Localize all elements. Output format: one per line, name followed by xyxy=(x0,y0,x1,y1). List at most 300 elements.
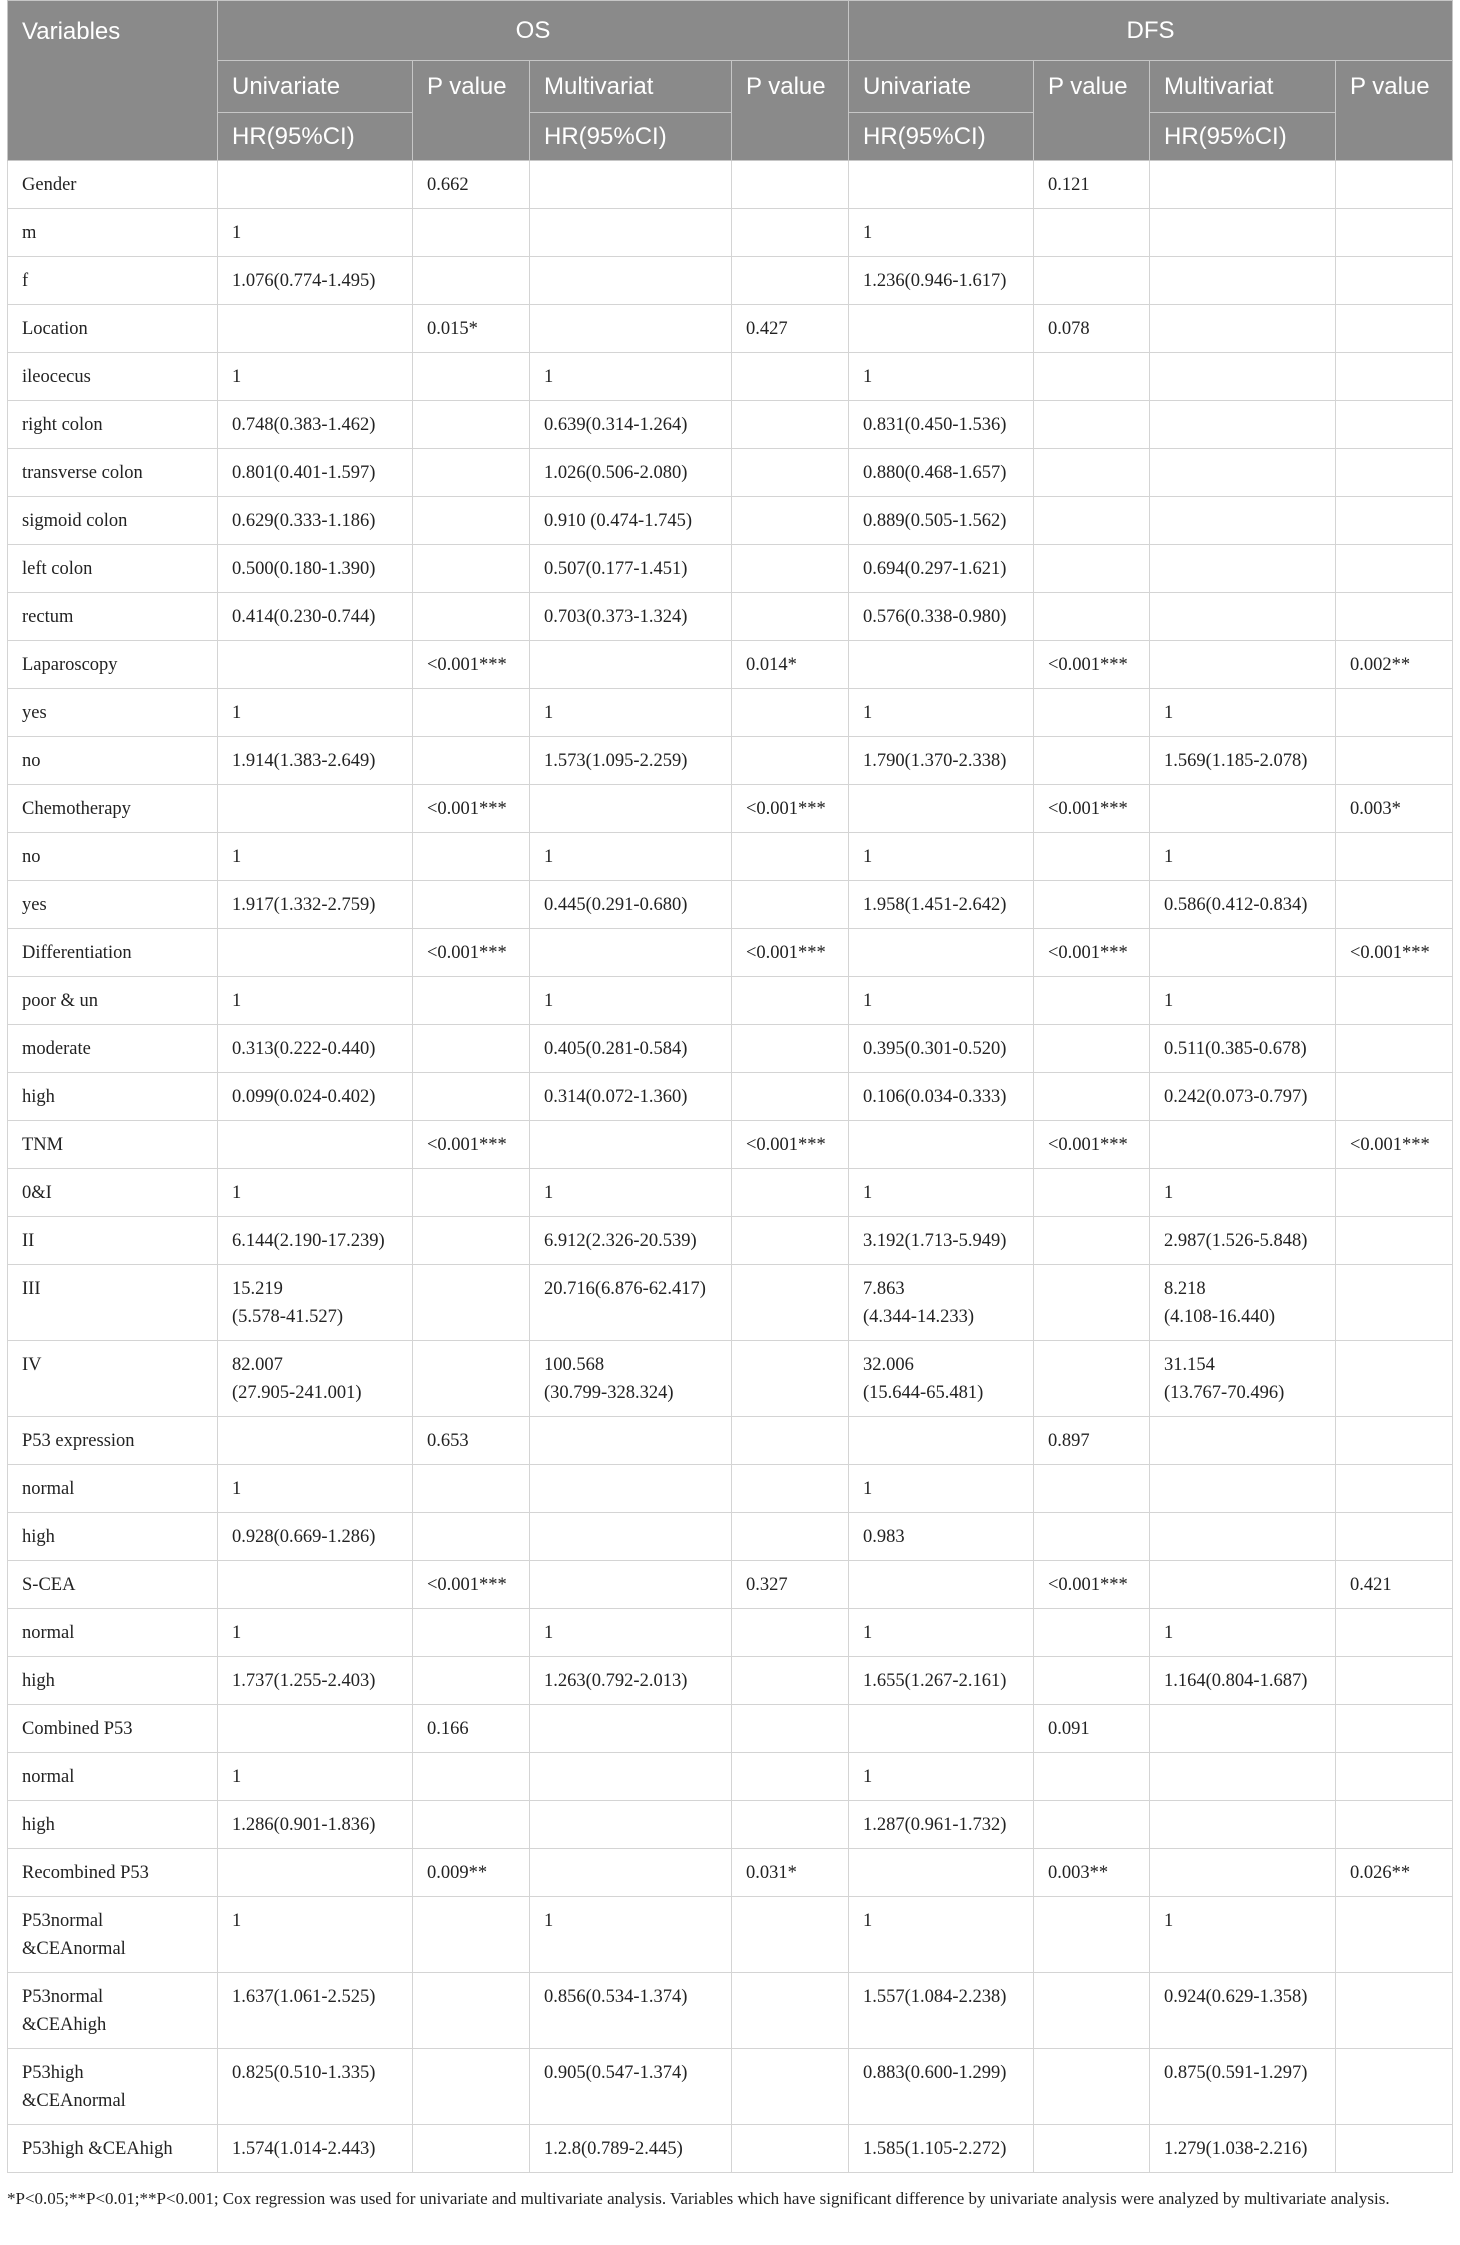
os-multivariate-hr: 1 xyxy=(530,833,732,881)
os-multivariate-hr: 100.568 (30.799-328.324) xyxy=(530,1341,732,1417)
os-group-header: OS xyxy=(218,1,849,61)
dfs-group-header: DFS xyxy=(849,1,1453,61)
os-multivariate-hr xyxy=(530,257,732,305)
dfs-multivariate-hr: 1.279(1.038-2.216) xyxy=(1150,2125,1336,2173)
dfs-multivariate-hr xyxy=(1150,1801,1336,1849)
os-multivariate-hr: 0.314(0.072-1.360) xyxy=(530,1073,732,1121)
header-row-units xyxy=(8,113,1453,161)
os-multivariate-p-value: 0.014* xyxy=(732,641,849,689)
variable-label: poor & un xyxy=(8,977,218,1025)
variable-label: right colon xyxy=(8,401,218,449)
variable-label: high xyxy=(8,1513,218,1561)
dfs-multivariate-p-value xyxy=(1336,545,1453,593)
os-multivariate-p-value: <0.001*** xyxy=(732,1121,849,1169)
os-multivariate-hr: 1 xyxy=(530,1897,732,1973)
table-row xyxy=(8,449,1453,497)
os-univariate-hr: 1 xyxy=(218,1465,413,1513)
dfs-multivariate-hr xyxy=(1150,1513,1336,1561)
variable-label: III xyxy=(8,1265,218,1341)
os-multivariate-p-value xyxy=(732,1465,849,1513)
table-row xyxy=(8,1973,1453,2049)
os-univariate-hr: 0.801(0.401-1.597) xyxy=(218,449,413,497)
dfs-univariate-p-value: <0.001*** xyxy=(1034,1121,1150,1169)
table-row xyxy=(8,737,1453,785)
dfs-multivariate-p-value xyxy=(1336,1217,1453,1265)
dfs-univariate-p-value xyxy=(1034,1513,1150,1561)
table-row xyxy=(8,161,1453,209)
os-multivariate-hr: 1 xyxy=(530,1609,732,1657)
dfs-univariate-p-value: 0.121 xyxy=(1034,161,1150,209)
os-univariate-p-value xyxy=(413,1973,530,2049)
table-row xyxy=(8,1657,1453,1705)
os-univariate-hr xyxy=(218,1705,413,1753)
dfs-univariate-hr-header: HR(95%CI) xyxy=(849,113,1034,161)
os-multivariate-hr: 1 xyxy=(530,977,732,1025)
os-univariate-p-value xyxy=(413,593,530,641)
os-univariate-p-value xyxy=(413,1753,530,1801)
dfs-univariate-hr: 0.395(0.301-0.520) xyxy=(849,1025,1034,1073)
os-univariate-hr: 1.574(1.014-2.443) xyxy=(218,2125,413,2173)
os-multivariate-hr xyxy=(530,161,732,209)
os-univariate-hr xyxy=(218,1561,413,1609)
variable-label: moderate xyxy=(8,1025,218,1073)
table-row xyxy=(8,209,1453,257)
dfs-multivariate-hr xyxy=(1150,305,1336,353)
os-univariate-hr: 0.629(0.333-1.186) xyxy=(218,497,413,545)
os-multivariate-hr: 1 xyxy=(530,689,732,737)
dfs-univariate-p-value xyxy=(1034,1341,1150,1417)
dfs-univariate-p-value xyxy=(1034,1169,1150,1217)
os-multivariate-hr: 0.639(0.314-1.264) xyxy=(530,401,732,449)
dfs-multivariate-p-value xyxy=(1336,1025,1453,1073)
os-multivariate-hr: 0.703(0.373-1.324) xyxy=(530,593,732,641)
dfs-univariate-p-value: <0.001*** xyxy=(1034,785,1150,833)
os-multivariate-hr xyxy=(530,1753,732,1801)
variable-label: Recombined P53 xyxy=(8,1849,218,1897)
variable-label: yes xyxy=(8,689,218,737)
dfs-univariate-p-value: 0.003** xyxy=(1034,1849,1150,1897)
os-multivariate-p-value xyxy=(732,2049,849,2125)
dfs-univariate-p-value xyxy=(1034,1265,1150,1341)
variable-label: rectum xyxy=(8,593,218,641)
dfs-multivariate-hr xyxy=(1150,545,1336,593)
os-multivariate-hr: 1.2.8(0.789-2.445) xyxy=(530,2125,732,2173)
dfs-univariate-hr: 1 xyxy=(849,353,1034,401)
table-footnote: *P<0.05;**P<0.01;**P<0.001; Cox regression was used for univariate and multivariate analysis. Variables which have significant difference by univariate analysis were analyzed by multivariate analysis. xyxy=(7,2189,1390,2208)
dfs-univariate-p-value xyxy=(1034,1973,1150,2049)
os-multivariate-hr: 0.910 (0.474-1.745) xyxy=(530,497,732,545)
dfs-univariate-hr: 1.958(1.451-2.642) xyxy=(849,881,1034,929)
os-univariate-hr xyxy=(218,641,413,689)
os-univariate-p-value xyxy=(413,1025,530,1073)
dfs-multivariate-hr: 1 xyxy=(1150,977,1336,1025)
dfs-univariate-p-value-header: P value xyxy=(1034,61,1150,161)
table-row xyxy=(8,833,1453,881)
os-univariate-p-value xyxy=(413,737,530,785)
table-row xyxy=(8,1073,1453,1121)
os-multivariate-hr xyxy=(530,1513,732,1561)
dfs-multivariate-p-value xyxy=(1336,1801,1453,1849)
dfs-multivariate-hr xyxy=(1150,353,1336,401)
dfs-multivariate-p-value xyxy=(1336,1609,1453,1657)
table-row xyxy=(8,1465,1453,1513)
dfs-univariate-hr: 0.883(0.600-1.299) xyxy=(849,2049,1034,2125)
os-multivariate-p-value-header: P value xyxy=(732,61,849,161)
os-multivariate-header: Multivariat xyxy=(530,61,732,113)
os-univariate-p-value xyxy=(413,1897,530,1973)
os-univariate-p-value xyxy=(413,257,530,305)
table-row xyxy=(8,353,1453,401)
os-multivariate-hr: 1.573(1.095-2.259) xyxy=(530,737,732,785)
variable-label: sigmoid colon xyxy=(8,497,218,545)
table-row xyxy=(8,1025,1453,1073)
variable-label: TNM xyxy=(8,1121,218,1169)
dfs-multivariate-p-value xyxy=(1336,977,1453,1025)
os-multivariate-hr: 20.716(6.876-62.417) xyxy=(530,1265,732,1341)
dfs-univariate-p-value xyxy=(1034,353,1150,401)
dfs-univariate-hr xyxy=(849,1849,1034,1897)
dfs-univariate-hr: 3.192(1.713-5.949) xyxy=(849,1217,1034,1265)
os-multivariate-hr: 1.026(0.506-2.080) xyxy=(530,449,732,497)
dfs-univariate-p-value: 0.897 xyxy=(1034,1417,1150,1465)
dfs-multivariate-p-value xyxy=(1336,881,1453,929)
variable-label: Combined P53 xyxy=(8,1705,218,1753)
dfs-multivariate-hr xyxy=(1150,1121,1336,1169)
table-row xyxy=(8,1169,1453,1217)
dfs-multivariate-hr xyxy=(1150,257,1336,305)
dfs-univariate-hr: 0.889(0.505-1.562) xyxy=(849,497,1034,545)
dfs-multivariate-hr xyxy=(1150,161,1336,209)
variable-label: high xyxy=(8,1657,218,1705)
dfs-multivariate-hr: 1 xyxy=(1150,833,1336,881)
dfs-univariate-hr: 1 xyxy=(849,1609,1034,1657)
dfs-multivariate-p-value: 0.002** xyxy=(1336,641,1453,689)
table-row xyxy=(8,689,1453,737)
header-row-groups xyxy=(8,1,1453,61)
dfs-multivariate-hr xyxy=(1150,641,1336,689)
variable-label: left colon xyxy=(8,545,218,593)
dfs-multivariate-hr: 0.875(0.591-1.297) xyxy=(1150,2049,1336,2125)
dfs-univariate-p-value xyxy=(1034,689,1150,737)
variable-label: Differentiation xyxy=(8,929,218,977)
os-multivariate-hr xyxy=(530,305,732,353)
header-row-analysis xyxy=(8,61,1453,113)
os-univariate-p-value: <0.001*** xyxy=(413,929,530,977)
dfs-univariate-p-value xyxy=(1034,2049,1150,2125)
os-multivariate-hr: 0.905(0.547-1.374) xyxy=(530,2049,732,2125)
dfs-multivariate-hr: 1 xyxy=(1150,689,1336,737)
os-univariate-header: Univariate xyxy=(218,61,413,113)
variable-label: no xyxy=(8,833,218,881)
cox-regression-table xyxy=(7,0,1453,2173)
dfs-multivariate-p-value: 0.003* xyxy=(1336,785,1453,833)
table-row xyxy=(8,1705,1453,1753)
dfs-univariate-hr xyxy=(849,1417,1034,1465)
dfs-univariate-hr: 0.694(0.297-1.621) xyxy=(849,545,1034,593)
variable-label: IV xyxy=(8,1341,218,1417)
os-multivariate-p-value xyxy=(732,257,849,305)
os-multivariate-hr-header: HR(95%CI) xyxy=(530,113,732,161)
table-row xyxy=(8,929,1453,977)
dfs-univariate-p-value xyxy=(1034,401,1150,449)
variable-label: high xyxy=(8,1073,218,1121)
dfs-multivariate-hr xyxy=(1150,1561,1336,1609)
os-univariate-p-value xyxy=(413,881,530,929)
os-multivariate-p-value xyxy=(732,401,849,449)
os-univariate-p-value: 0.009** xyxy=(413,1849,530,1897)
variable-label: S-CEA xyxy=(8,1561,218,1609)
dfs-univariate-p-value xyxy=(1034,1465,1150,1513)
variable-label: normal xyxy=(8,1609,218,1657)
dfs-univariate-hr xyxy=(849,785,1034,833)
table-row xyxy=(8,305,1453,353)
os-univariate-hr xyxy=(218,1849,413,1897)
os-multivariate-hr: 0.507(0.177-1.451) xyxy=(530,545,732,593)
dfs-multivariate-p-value xyxy=(1336,737,1453,785)
variable-label: P53high &CEAhigh xyxy=(8,2125,218,2173)
table-row xyxy=(8,497,1453,545)
os-univariate-hr xyxy=(218,1417,413,1465)
variable-label: P53high &CEAnormal xyxy=(8,2049,218,2125)
dfs-multivariate-p-value xyxy=(1336,1753,1453,1801)
os-univariate-p-value: 0.015* xyxy=(413,305,530,353)
os-multivariate-hr: 1.263(0.792-2.013) xyxy=(530,1657,732,1705)
dfs-univariate-p-value xyxy=(1034,1657,1150,1705)
os-multivariate-p-value xyxy=(732,497,849,545)
dfs-multivariate-hr: 2.987(1.526-5.848) xyxy=(1150,1217,1336,1265)
os-univariate-hr-header: HR(95%CI) xyxy=(218,113,413,161)
os-multivariate-p-value xyxy=(732,1217,849,1265)
variable-label: 0&I xyxy=(8,1169,218,1217)
table-row xyxy=(8,977,1453,1025)
dfs-multivariate-p-value xyxy=(1336,257,1453,305)
dfs-multivariate-p-value xyxy=(1336,401,1453,449)
variable-label: P53normal &CEAnormal xyxy=(8,1897,218,1973)
os-multivariate-hr: 1 xyxy=(530,353,732,401)
os-univariate-hr xyxy=(218,785,413,833)
variable-label: P53 expression xyxy=(8,1417,218,1465)
variable-label: Laparoscopy xyxy=(8,641,218,689)
os-univariate-hr: 1.286(0.901-1.836) xyxy=(218,1801,413,1849)
os-univariate-p-value xyxy=(413,977,530,1025)
dfs-univariate-hr: 1 xyxy=(849,977,1034,1025)
dfs-multivariate-p-value xyxy=(1336,1513,1453,1561)
os-univariate-p-value: <0.001*** xyxy=(413,1121,530,1169)
dfs-univariate-p-value: <0.001*** xyxy=(1034,641,1150,689)
dfs-multivariate-p-value: 0.421 xyxy=(1336,1561,1453,1609)
dfs-multivariate-hr: 1 xyxy=(1150,1897,1336,1973)
os-multivariate-p-value xyxy=(732,1973,849,2049)
os-univariate-p-value: 0.166 xyxy=(413,1705,530,1753)
os-multivariate-hr: 0.445(0.291-0.680) xyxy=(530,881,732,929)
table-row xyxy=(8,257,1453,305)
dfs-multivariate-p-value xyxy=(1336,1073,1453,1121)
os-multivariate-p-value xyxy=(732,449,849,497)
os-multivariate-hr xyxy=(530,1465,732,1513)
os-univariate-p-value xyxy=(413,1657,530,1705)
os-univariate-p-value xyxy=(413,209,530,257)
dfs-multivariate-hr xyxy=(1150,497,1336,545)
variable-label: no xyxy=(8,737,218,785)
os-univariate-hr: 0.099(0.024-0.402) xyxy=(218,1073,413,1121)
dfs-univariate-hr xyxy=(849,1121,1034,1169)
table-row xyxy=(8,593,1453,641)
os-univariate-hr: 82.007 (27.905-241.001) xyxy=(218,1341,413,1417)
dfs-univariate-hr: 0.983 xyxy=(849,1513,1034,1561)
table-row xyxy=(8,785,1453,833)
dfs-univariate-hr: 1.557(1.084-2.238) xyxy=(849,1973,1034,2049)
os-multivariate-hr: 0.405(0.281-0.584) xyxy=(530,1025,732,1073)
os-multivariate-hr: 1 xyxy=(530,1169,732,1217)
dfs-univariate-p-value xyxy=(1034,1217,1150,1265)
table-row xyxy=(8,1609,1453,1657)
os-multivariate-p-value xyxy=(732,881,849,929)
table-row xyxy=(8,1801,1453,1849)
os-multivariate-p-value xyxy=(732,1657,849,1705)
table-row xyxy=(8,1121,1453,1169)
os-multivariate-p-value xyxy=(732,1705,849,1753)
os-univariate-hr: 1 xyxy=(218,209,413,257)
table-row xyxy=(8,545,1453,593)
table-row xyxy=(8,1561,1453,1609)
dfs-multivariate-hr xyxy=(1150,1465,1336,1513)
dfs-univariate-p-value xyxy=(1034,977,1150,1025)
os-multivariate-hr xyxy=(530,209,732,257)
dfs-multivariate-p-value xyxy=(1336,833,1453,881)
os-univariate-p-value xyxy=(413,1609,530,1657)
dfs-multivariate-p-value xyxy=(1336,305,1453,353)
variable-label: Location xyxy=(8,305,218,353)
table-row xyxy=(8,1417,1453,1465)
os-multivariate-p-value xyxy=(732,161,849,209)
table-page xyxy=(7,0,1452,2211)
dfs-multivariate-p-value xyxy=(1336,1897,1453,1973)
dfs-multivariate-p-value xyxy=(1336,2125,1453,2173)
os-multivariate-hr xyxy=(530,1801,732,1849)
table-row xyxy=(8,1513,1453,1561)
dfs-univariate-p-value xyxy=(1034,1897,1150,1973)
dfs-multivariate-hr: 0.924(0.629-1.358) xyxy=(1150,1973,1336,2049)
os-univariate-p-value xyxy=(413,545,530,593)
dfs-univariate-hr: 1.790(1.370-2.338) xyxy=(849,737,1034,785)
os-univariate-hr xyxy=(218,1121,413,1169)
os-univariate-p-value xyxy=(413,497,530,545)
variables-header: Variables xyxy=(8,1,218,161)
os-univariate-hr: 0.928(0.669-1.286) xyxy=(218,1513,413,1561)
table-row xyxy=(8,1753,1453,1801)
table-header xyxy=(8,1,1453,161)
dfs-multivariate-hr xyxy=(1150,929,1336,977)
dfs-univariate-hr: 1 xyxy=(849,1465,1034,1513)
os-univariate-hr: 1.737(1.255-2.403) xyxy=(218,1657,413,1705)
dfs-univariate-p-value xyxy=(1034,1753,1150,1801)
os-univariate-hr: 1 xyxy=(218,833,413,881)
dfs-univariate-hr xyxy=(849,161,1034,209)
variable-label: f xyxy=(8,257,218,305)
os-univariate-p-value: 0.662 xyxy=(413,161,530,209)
os-multivariate-hr: 6.912(2.326-20.539) xyxy=(530,1217,732,1265)
os-univariate-hr: 1 xyxy=(218,1897,413,1973)
os-multivariate-p-value xyxy=(732,1801,849,1849)
dfs-univariate-p-value: <0.001*** xyxy=(1034,1561,1150,1609)
table-row xyxy=(8,1849,1453,1897)
os-univariate-p-value xyxy=(413,1465,530,1513)
dfs-multivariate-hr: 0.586(0.412-0.834) xyxy=(1150,881,1336,929)
os-univariate-hr xyxy=(218,305,413,353)
dfs-multivariate-hr xyxy=(1150,1417,1336,1465)
variable-label: m xyxy=(8,209,218,257)
os-univariate-p-value xyxy=(413,689,530,737)
dfs-multivariate-hr xyxy=(1150,1753,1336,1801)
table-row xyxy=(8,1897,1453,1973)
dfs-univariate-hr: 7.863 (4.344-14.233) xyxy=(849,1265,1034,1341)
os-multivariate-p-value: 0.031* xyxy=(732,1849,849,1897)
os-multivariate-p-value xyxy=(732,593,849,641)
dfs-multivariate-hr xyxy=(1150,209,1336,257)
os-univariate-p-value xyxy=(413,1801,530,1849)
dfs-univariate-p-value xyxy=(1034,1801,1150,1849)
dfs-multivariate-hr: 1 xyxy=(1150,1169,1336,1217)
dfs-univariate-hr: 32.006 (15.644-65.481) xyxy=(849,1341,1034,1417)
os-univariate-p-value: <0.001*** xyxy=(413,785,530,833)
dfs-multivariate-hr: 31.154 (13.767-70.496) xyxy=(1150,1341,1336,1417)
dfs-univariate-hr: 1 xyxy=(849,1169,1034,1217)
os-multivariate-p-value xyxy=(732,353,849,401)
os-multivariate-hr xyxy=(530,785,732,833)
os-univariate-p-value xyxy=(413,2049,530,2125)
os-multivariate-p-value xyxy=(732,1169,849,1217)
os-univariate-p-value xyxy=(413,353,530,401)
os-multivariate-p-value: <0.001*** xyxy=(732,785,849,833)
table-row xyxy=(8,1217,1453,1265)
os-univariate-hr: 0.313(0.222-0.440) xyxy=(218,1025,413,1073)
dfs-multivariate-header: Multivariat xyxy=(1150,61,1336,113)
variable-label: normal xyxy=(8,1465,218,1513)
variable-label: high xyxy=(8,1801,218,1849)
dfs-univariate-p-value xyxy=(1034,497,1150,545)
dfs-univariate-p-value xyxy=(1034,2125,1150,2173)
dfs-univariate-p-value xyxy=(1034,1025,1150,1073)
dfs-univariate-hr: 0.106(0.034-0.333) xyxy=(849,1073,1034,1121)
dfs-univariate-p-value xyxy=(1034,1609,1150,1657)
os-univariate-hr: 1 xyxy=(218,353,413,401)
os-univariate-p-value: 0.653 xyxy=(413,1417,530,1465)
os-univariate-hr: 1 xyxy=(218,1753,413,1801)
os-multivariate-p-value xyxy=(732,1609,849,1657)
dfs-multivariate-p-value: 0.026** xyxy=(1336,1849,1453,1897)
dfs-univariate-p-value xyxy=(1034,737,1150,785)
dfs-multivariate-hr: 1 xyxy=(1150,1609,1336,1657)
dfs-multivariate-p-value xyxy=(1336,1657,1453,1705)
dfs-univariate-header: Univariate xyxy=(849,61,1034,113)
os-univariate-p-value xyxy=(413,1217,530,1265)
os-univariate-p-value-header: P value xyxy=(413,61,530,161)
os-univariate-hr: 0.825(0.510-1.335) xyxy=(218,2049,413,2125)
dfs-multivariate-p-value xyxy=(1336,689,1453,737)
dfs-multivariate-p-value xyxy=(1336,1341,1453,1417)
os-univariate-p-value xyxy=(413,833,530,881)
os-univariate-p-value: <0.001*** xyxy=(413,1561,530,1609)
os-multivariate-p-value xyxy=(732,1513,849,1561)
os-univariate-hr: 0.748(0.383-1.462) xyxy=(218,401,413,449)
dfs-multivariate-hr: 1.164(0.804-1.687) xyxy=(1150,1657,1336,1705)
os-multivariate-p-value xyxy=(732,209,849,257)
os-univariate-hr: 0.414(0.230-0.744) xyxy=(218,593,413,641)
table-body xyxy=(8,161,1453,2173)
dfs-univariate-hr: 0.576(0.338-0.980) xyxy=(849,593,1034,641)
dfs-multivariate-p-value xyxy=(1336,209,1453,257)
dfs-univariate-hr xyxy=(849,929,1034,977)
